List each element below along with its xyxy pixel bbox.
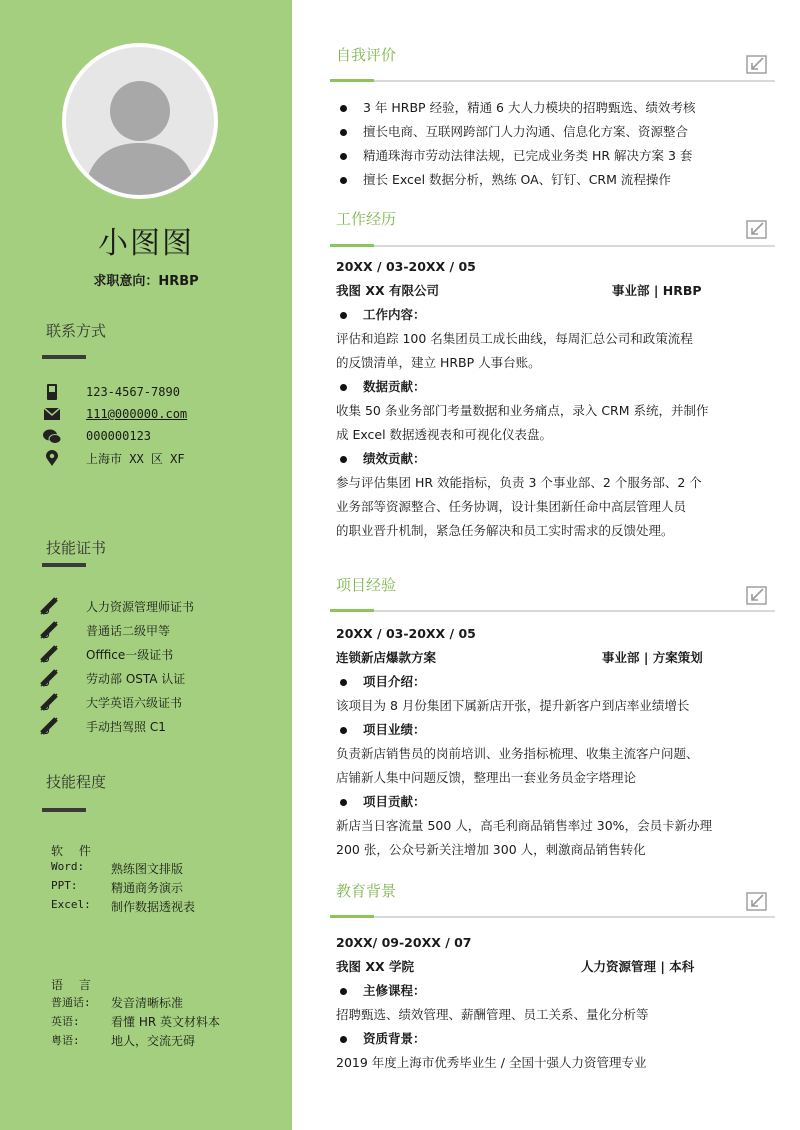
person-silhouette-icon	[66, 47, 214, 195]
cert-item: Offfice一级证书	[36, 642, 276, 666]
list-item: 工作内容：	[336, 303, 766, 327]
project-name: 连锁新店爆款方案	[336, 650, 437, 665]
list-item: 精通珠海市劳动法律法规，已完成业务类 HR 解决方案 3 套	[336, 144, 766, 168]
section-accent	[330, 79, 374, 82]
contact-address: 上海市 XX 区 XF	[36, 447, 276, 469]
paragraph: 的职业晋升机制，紧急任务解决和员工实时需求的反馈处理。	[336, 523, 674, 538]
language-skills	[36, 976, 276, 1051]
project-content	[336, 622, 766, 862]
job-intent: 求职意向：HRBP	[93, 274, 199, 289]
edit-icon	[746, 220, 768, 240]
candidate-name: 小图图	[98, 226, 194, 261]
software-skills	[36, 842, 276, 917]
self-eval-list	[336, 96, 766, 192]
project-date: 20XX / 03-20XX / 05	[336, 626, 476, 641]
avatar	[62, 43, 218, 199]
diploma-icon	[39, 620, 61, 640]
certs-title: 技能证书	[46, 539, 107, 557]
edit-icon[interactable]	[746, 586, 768, 610]
paragraph: 店铺新人集中问题反馈，整理出一套业务员金字塔理论	[336, 770, 637, 785]
paragraph: 招聘甄选、绩效管理、薪酬管理、员工关系、量化分析等	[336, 1007, 649, 1022]
skill-row: Excel: 制作数据透视表	[51, 898, 196, 914]
contact-wechat: 000000123	[36, 425, 276, 447]
work-header	[336, 279, 766, 303]
project-title: 项目经验	[336, 576, 397, 594]
edu-header	[336, 955, 766, 979]
skill-row: PPT: 精通商务演示	[51, 879, 184, 895]
project-header	[336, 646, 766, 670]
diploma-icon	[39, 716, 61, 736]
edit-icon	[746, 55, 768, 75]
paragraph: 收集 50 条业务部门考量数据和业务痛点，录入 CRM 系统，并制作	[336, 403, 709, 418]
paragraph: 新店当日客流量 500 人，高毛利商品销售率过 30%，会员卡新办理	[336, 818, 713, 833]
diploma-icon	[39, 692, 61, 712]
section-divider	[330, 245, 775, 247]
paragraph: 该项目为 8 月份集团下属新店开张，提升新客户到店率业绩增长	[336, 698, 690, 713]
wechat-icon	[43, 429, 61, 444]
edu-school: 我图 XX 学院	[336, 959, 414, 974]
skill-row: Word: 熟练图文排版	[51, 860, 184, 876]
edit-icon[interactable]	[746, 55, 768, 79]
skills-title-bar	[42, 808, 86, 812]
skills-title: 技能程度	[46, 773, 107, 791]
work-company: 我图 XX 有限公司	[336, 283, 439, 298]
list-item: 项目介绍：	[336, 670, 766, 694]
list-item: 项目贡献：	[336, 790, 766, 814]
list-item: 3 年 HRBP 经验，精通 6 大人力模块的招聘甄选、绩效考核	[336, 96, 766, 120]
cert-item: 人力资源管理师证书	[36, 594, 276, 618]
section-divider	[330, 610, 775, 612]
work-date: 20XX / 03-20XX / 05	[336, 259, 476, 274]
certs-title-bar	[42, 563, 86, 567]
software-head: 软 件	[51, 844, 97, 858]
cert-item: 手动挡驾照 C1	[36, 714, 276, 738]
list-item: 数据贡献：	[336, 375, 766, 399]
location-pin-icon	[46, 450, 58, 466]
contact-phone: 123-4567-7890	[36, 381, 276, 403]
language-head: 语 言	[51, 978, 97, 992]
cert-list	[36, 594, 276, 738]
list-item: 擅长 Excel 数据分析，熟练 OA、钉钉、CRM 流程操作	[336, 168, 766, 192]
edit-icon[interactable]	[746, 892, 768, 916]
paragraph: 参与评估集团 HR 效能指标，负责 3 个事业部、2 个服务部、2 个	[336, 475, 702, 490]
paragraph: 的反馈清单，建立 HRBP 人事台账。	[336, 355, 541, 370]
section-divider	[330, 916, 775, 918]
cert-item: 劳动部 OSTA 认证	[36, 666, 276, 690]
work-content	[336, 255, 766, 543]
diploma-icon	[39, 668, 61, 688]
mail-icon	[44, 408, 60, 420]
cert-item: 大学英语六级证书	[36, 690, 276, 714]
skill-row: 普通话: 发音清晰标准	[51, 996, 184, 1010]
edu-date: 20XX/ 09-20XX / 07	[336, 935, 472, 950]
contact-email[interactable]: 111@000000.com	[36, 403, 276, 425]
paragraph: 业务部等资源整合、任务协调，设计集团新任命中高层管理人员	[336, 499, 687, 514]
edu-title: 教育背景	[336, 882, 397, 900]
edu-content	[336, 931, 766, 1075]
sidebar	[0, 0, 292, 1130]
list-item: 绩效贡献：	[336, 447, 766, 471]
paragraph: 200 张，公众号新关注增加 300 人，刺激商品销售转化	[336, 842, 646, 857]
paragraph: 负责新店销售员的岗前培训、业务指标梳理、收集主流客户问题、	[336, 746, 699, 761]
skill-row: 英语: 看懂 HR 英文材料本	[51, 1015, 220, 1029]
edit-icon	[746, 586, 768, 606]
list-item: 主修课程：	[336, 979, 766, 1003]
contact-title: 联系方式	[46, 322, 107, 340]
phone-icon	[46, 384, 58, 400]
section-accent	[330, 609, 374, 612]
project-role: 事业部 | 方案策划	[602, 650, 703, 665]
section-accent	[330, 915, 374, 918]
diploma-icon	[39, 644, 61, 664]
edu-major: 人力资源管理 | 本科	[581, 959, 695, 974]
edit-icon[interactable]	[746, 220, 768, 244]
skill-row: 粤语: 地人，交流无碍	[51, 1034, 196, 1048]
contact-title-bar	[42, 355, 86, 359]
section-accent	[330, 244, 374, 247]
section-divider	[330, 80, 775, 82]
paragraph: 2019 年度上海市优秀毕业生 / 全国十强人力资管理专业	[336, 1055, 647, 1070]
list-item: 资质背景：	[336, 1027, 766, 1051]
self-eval-title: 自我评价	[336, 46, 397, 64]
paragraph: 评估和追踪 100 名集团员工成长曲线，每周汇总公司和政策流程	[336, 331, 693, 346]
cert-item: 普通话二级甲等	[36, 618, 276, 642]
paragraph: 成 Excel 数据透视表和可视化仪表盘。	[336, 427, 553, 442]
list-item: 项目业绩：	[336, 718, 766, 742]
edit-icon	[746, 892, 768, 912]
list-item: 擅长电商、互联网跨部门人力沟通、信息化方案、资源整合	[336, 120, 766, 144]
diploma-icon	[39, 596, 61, 616]
work-role: 事业部 | HRBP	[612, 283, 702, 298]
contact-list	[36, 381, 276, 469]
work-title: 工作经历	[336, 210, 397, 228]
